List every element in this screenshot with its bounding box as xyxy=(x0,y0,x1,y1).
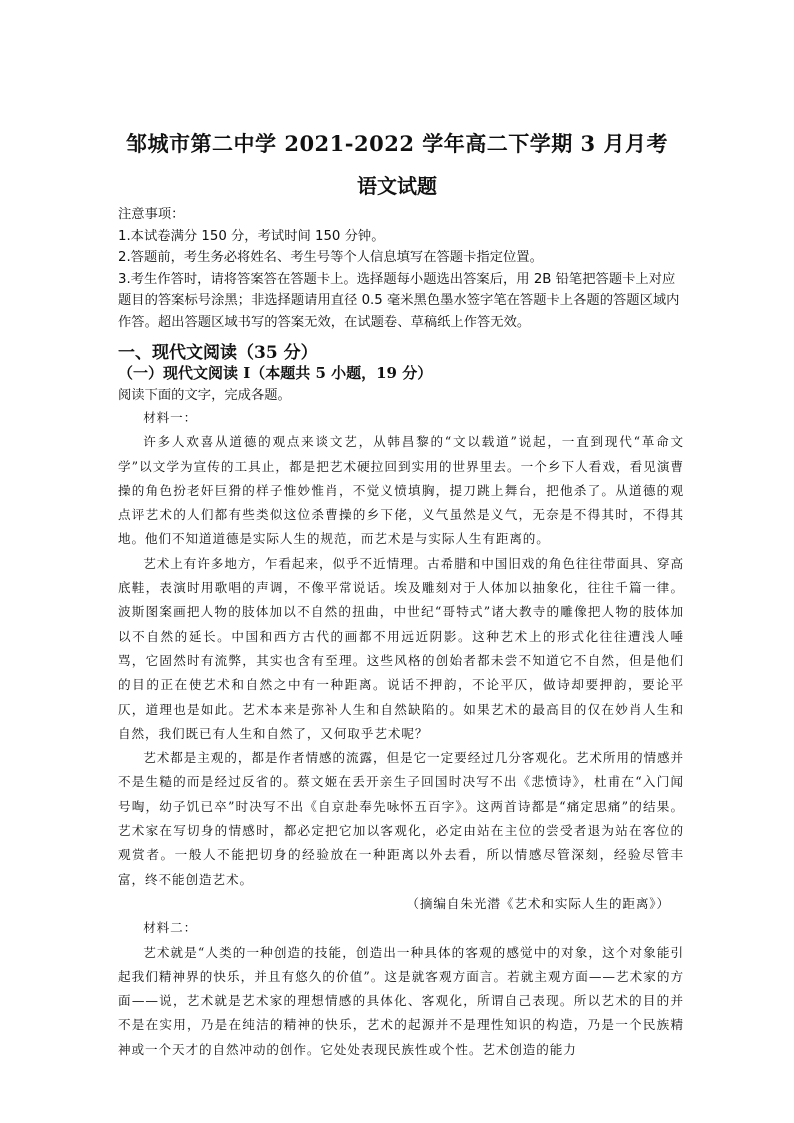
notice-item-3: 3.考生作答时，请将答案答在答题卡上。选择题每小题选出答案后，用 2B 铅笔把答题卡上对应题目的答案标号涂黑；非选择题请用直径 0.5 毫米黑色墨水签字笔在答题卡上各题的答题区域内作答。超出答题区域书写的答案无效，在试题卷、草稿纸上作答无效。 xyxy=(118,271,680,330)
reading-passage xyxy=(118,406,684,1062)
notice-block xyxy=(118,204,684,334)
material1-source: （摘编自朱光潜《艺术和实际人生的距离》） xyxy=(406,895,670,911)
material1-paragraph-1: 许多人欢喜从道德的观点来谈文艺，从韩昌黎的“文以载道”说起，一直到现代“革命文学”以文学为宣传的工具止，都是把艺术硬拉回到实用的世界里去。一个乡下人看戏，看见演曹操的角色扮老奸巨猾的样子惟妙惟肖，不觉义愤填胸，提刀跳上舞台，把他杀了。从道德的观点评艺术的人们都有些类似这位杀曹操的乡下佬，义气虽然是义气，无奈是不得其时，不得其地。他们不知道道德是实际人生的规范，而艺术是与实际人生有距离的。 xyxy=(118,434,684,547)
notice-item-1: 1.本试卷满分 150 分，考试时间 150 分钟。 xyxy=(118,228,385,244)
reading-instruction: 阅读下面的文字，完成各题。 xyxy=(118,388,291,403)
exam-title: 邹城市第二中学 2021-2022 学年高二下学期 3 月月考 xyxy=(126,131,668,156)
material1-paragraph-2: 艺术上有许多地方，乍看起来，似乎不近情理。古希腊和中国旧戏的角色往往带面具、穿高底鞋，表演时用歌唱的声调，不像平常说话。埃及雕刻对于人体加以抽象化，往往千篇一律。波斯图案画把人物的肢体加以不自然的扭曲，中世纪“哥特式”诸大教寺的雕像把人物的肢体加以不自然的延长。中国和西方古代的画都不用远近阴影。这种艺术上的形式化往往遭浅人唾骂，它固然时有流弊，其实也含有至理。这些风格的创始者都未尝不知道它不自然，但是他们的目的正在使艺术和自然之中有一种距离。说话不押韵，不论平仄，做诗却要押韵，要论平仄，道理也是如此。艺术本来是弥补人生和自然缺陷的。如果艺术的最高目的仅在妙肖人生和自然，我们既已有人生和自然了，又何取乎艺术呢？ xyxy=(118,555,684,741)
material1-label: 材料一： xyxy=(143,410,198,425)
material1-paragraph-3: 艺术都是主观的，都是作者情感的流露，但是它一定要经过几分客观化。艺术所用的情感并不是生糙的而是经过反省的。蔡文姬在丢开亲生子回国时决写不出《悲愤诗》，杜甫在“入门闻号啕，幼子饥已卒”时决写不出《自京赴奉先咏怀五百字》。这两首诗都是“痛定思痛”的结果。艺术家在写切身的情感时，都必定把它加以客观化，必定由站在主位的尝受者退为站在客位的观赏者。一般人不能把切身的经验放在一种距离以外去看，所以情感尽管深刻，经验尽管丰富，终不能创造艺术。 xyxy=(118,750,684,887)
subsection-heading: （一）现代文阅读 I（本题共 5 小题，19 分） xyxy=(118,364,433,382)
exam-subtitle: 语文试题 xyxy=(357,174,437,198)
material2-paragraph-1: 艺术就是“人类的一种创造的技能，创造出一种具体的客观的感觉中的对象，这个对象能引起我们精神界的快乐，并且有悠久的价值”。这是就客观方面言。若就主观方面——艺术家的方面——说，艺术就是艺术家的理想情感的具体化、客观化，所谓自己表现。所以艺术的目的并不是在实用，乃是在纯洁的精神的快乐，艺术的起源并不是理性知识的构造，乃是一个民族精神或一个天才的自然冲动的创作。它处处表现民族性或个性。艺术创造的能力 xyxy=(118,944,684,1057)
notice-item-2: 2.答题前，考生务必将姓名、考生号等个人信息填写在答题卡指定位置。 xyxy=(118,250,543,266)
section-heading: 一、现代文阅读（35 分） xyxy=(118,343,318,363)
notice-heading: 注意事项： xyxy=(118,207,185,222)
material2-label: 材料二： xyxy=(143,920,198,936)
